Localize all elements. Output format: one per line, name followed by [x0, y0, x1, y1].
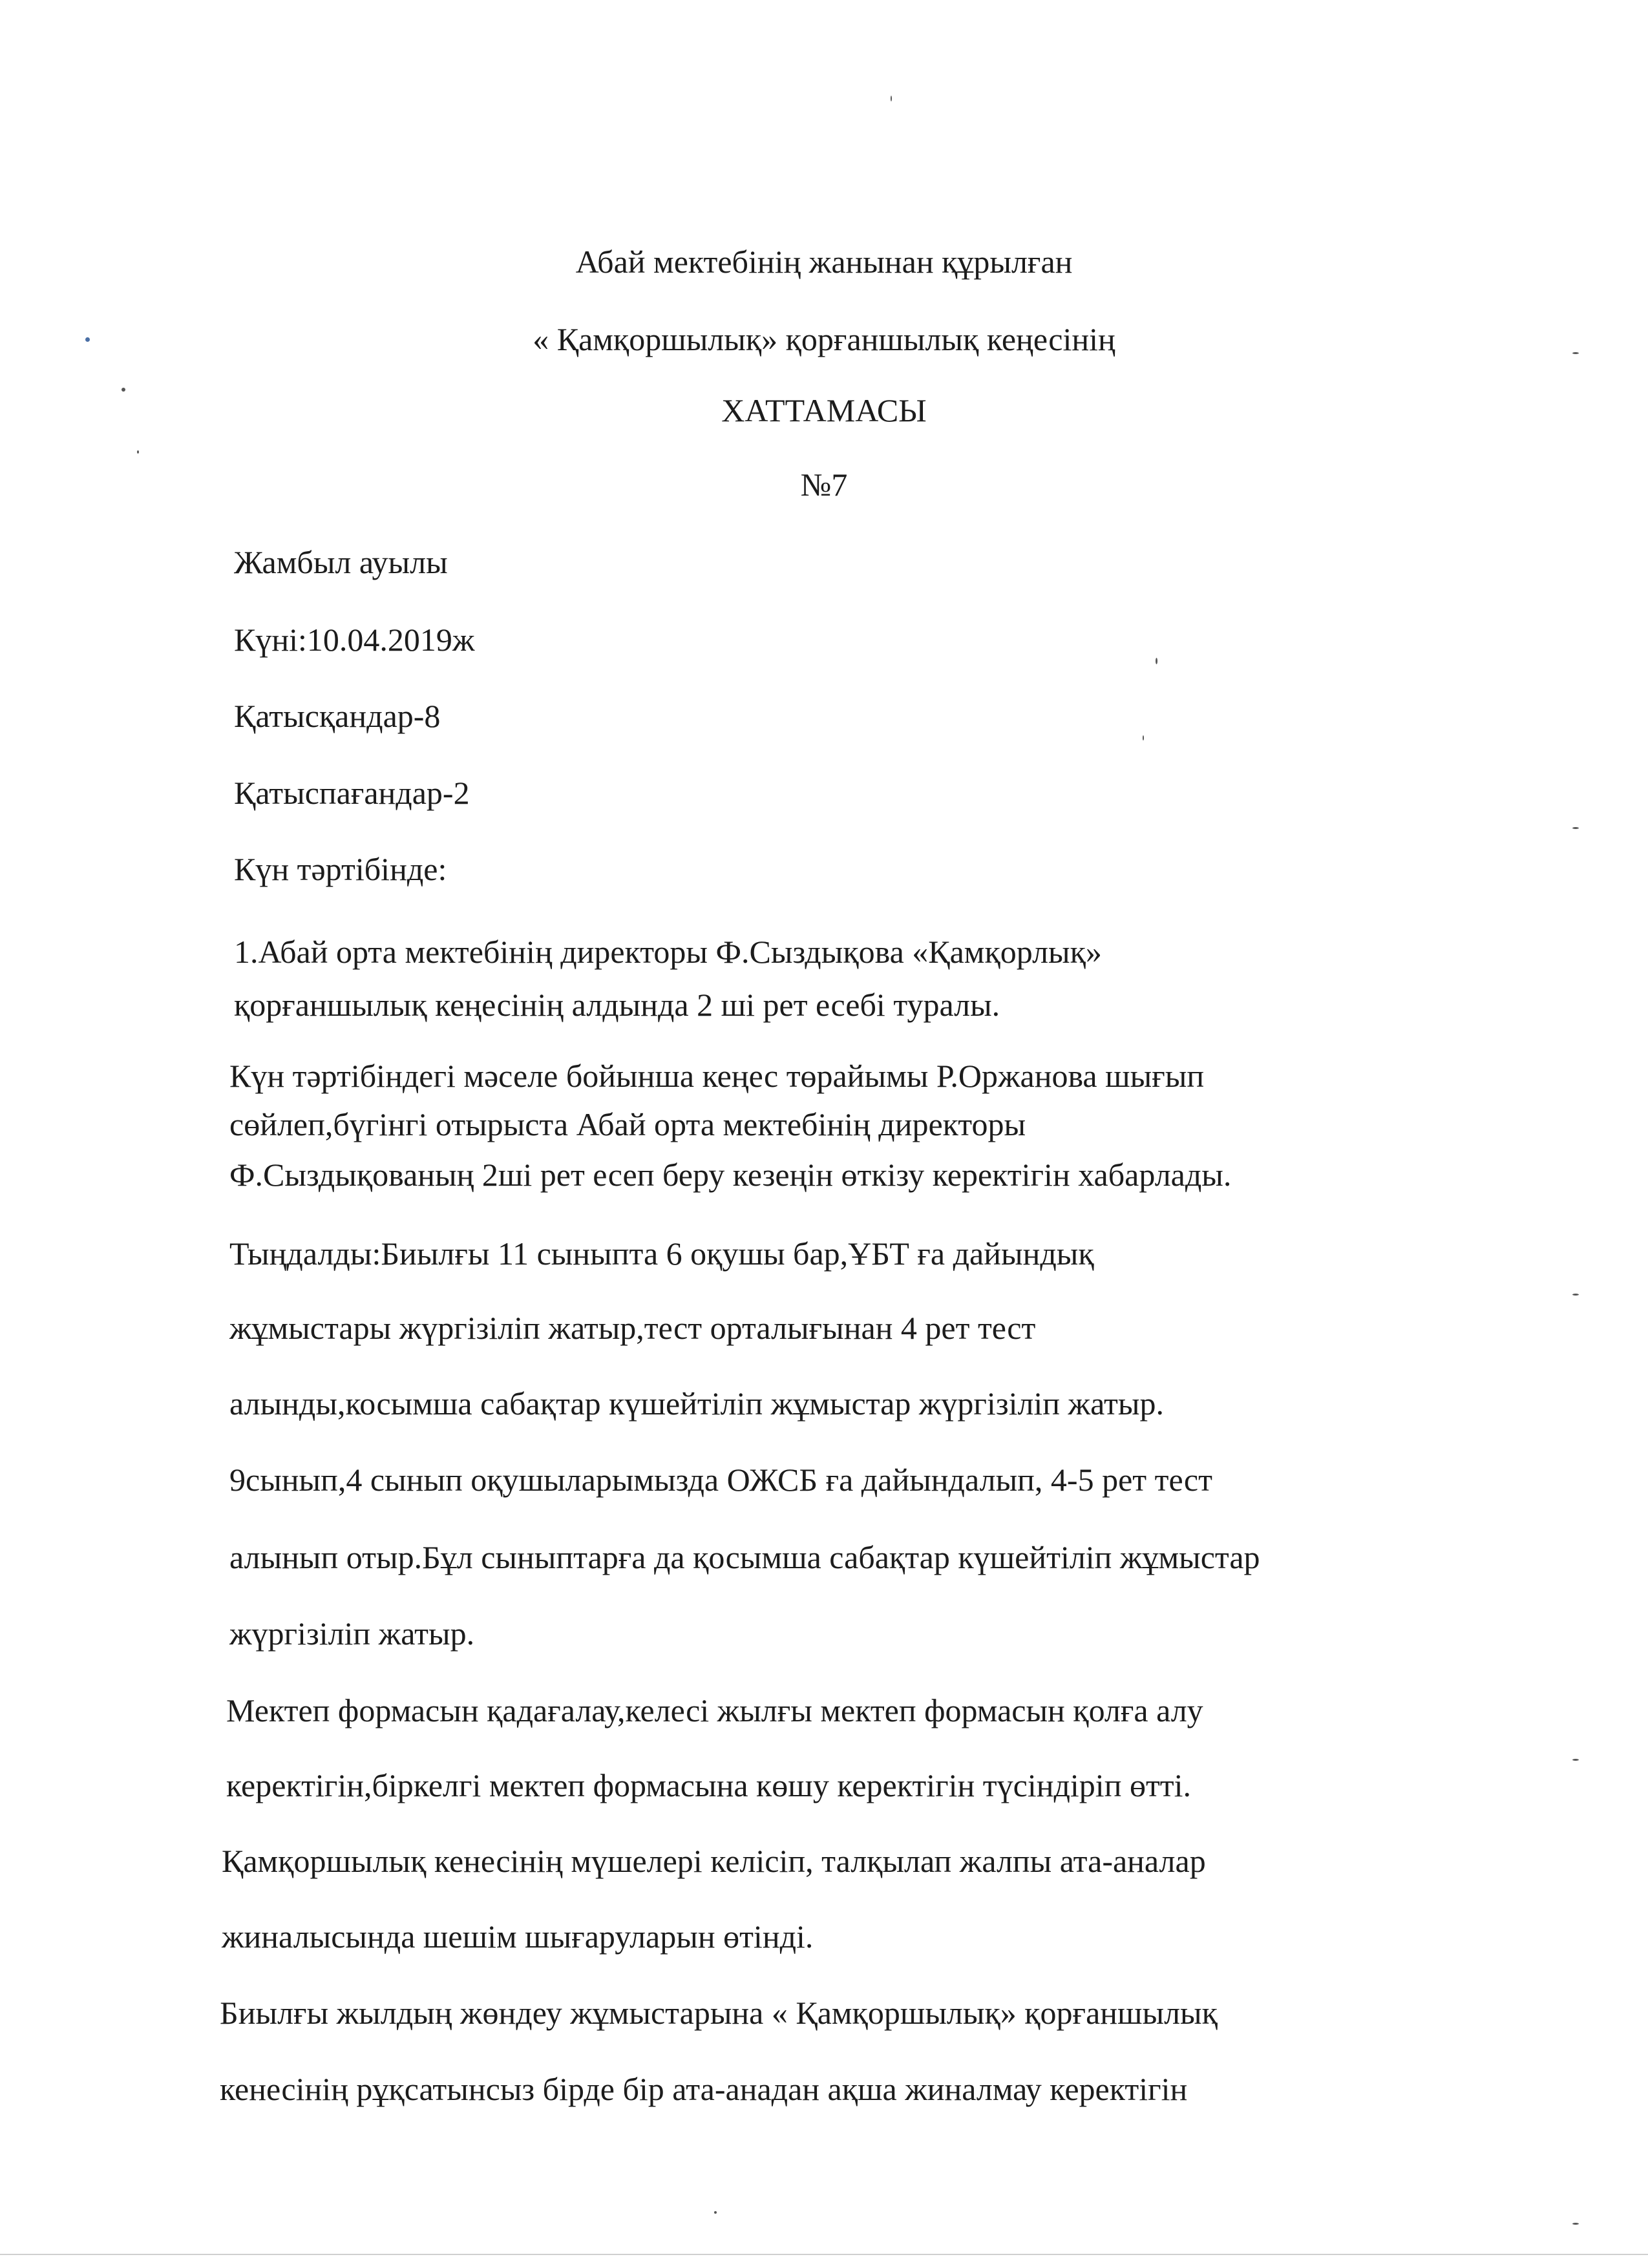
scan-speck	[1572, 827, 1579, 829]
scan-speck	[714, 2211, 717, 2214]
absent-count-line: Қатыспағандар-2	[234, 775, 470, 811]
intro-line: Күн тәртібіндегі мәселе бойынша кеңес төрайымы Р.Оржанова шығып	[229, 1058, 1205, 1094]
scan-speck	[1572, 1759, 1579, 1761]
date-line: Күні:10.04.2019ж	[234, 622, 475, 658]
heard-line: Тыңдалды:Биылғы 11 сыныпта 6 оқушы бар,ҰБТ ға дайындық	[229, 1235, 1094, 1272]
scan-speck	[1572, 1294, 1579, 1296]
repairs-line: кенесінің рұқсатынсыз бірде бір ата-анадан ақша жиналмау керектігін	[220, 2071, 1188, 2107]
place-line: Жамбыл ауылы	[234, 544, 448, 580]
uniform-line: Мектеп формасын қадағалау,келесі жылғы мектеп формасын қолға алу	[226, 1692, 1203, 1728]
agenda-item-line: қорғаншылық кеңесінің алдында 2 ші рет есебі туралы.	[234, 987, 1000, 1023]
agenda-item-line: 1.Абай орта мектебінің директоры Ф.Сыздықова «Қамқорлық»	[234, 934, 1102, 970]
heard-line: жүргізіліп жатыр.	[229, 1615, 475, 1652]
uniform-line: жиналысында шешім шығаруларын өтінді.	[222, 1918, 814, 1955]
scan-speck	[891, 96, 892, 101]
heard-line: жұмыстары жүргізіліп жатыр,тест орталығынан 4 рет тест	[229, 1310, 1036, 1346]
scan-speck	[1143, 735, 1144, 740]
document-title: ХАТТАМАСЫ	[721, 392, 927, 428]
header-line-2: « Қамқоршылық» қорғаншылық кеңесінің	[533, 321, 1115, 357]
header-line-1: Абай мектебінің жанынан құрылған	[575, 244, 1073, 280]
heard-line: 9сынып,4 сынып оқушыларымызда ОЖСБ ға дайындалып, 4-5 рет тест	[229, 1462, 1212, 1498]
scan-speck	[1156, 658, 1157, 664]
repairs-line: Биылғы жылдың жөндеу жұмыстарына « Қамқоршылық» қорғаншылық	[220, 1995, 1218, 2031]
heard-line: алынып отыр.Бұл сыныптарға да қосымша сабақтар күшейтіліп жұмыстар	[229, 1539, 1260, 1575]
intro-line: Ф.Сыздықованың 2ші рет есеп беру кезеңін өткізу керектігін хабарлады.	[229, 1157, 1232, 1193]
present-count-line: Қатысқандар-8	[234, 698, 441, 734]
scan-bottom-edge	[0, 2254, 1648, 2255]
uniform-line: Қамқоршылық кенесінің мүшелері келісіп, талқылап жалпы ата-аналар	[222, 1843, 1206, 1879]
agenda-heading: Күн тәртібінде:	[234, 851, 447, 887]
heard-line: алынды,косымша сабақтар күшейтіліп жұмыстар жүргізіліп жатыр.	[229, 1385, 1164, 1422]
scan-speck	[1572, 2223, 1579, 2225]
uniform-line: керектігін,біркелгі мектеп формасына көшу керектігін түсіндіріп өтті.	[226, 1767, 1192, 1803]
scan-speck	[85, 337, 90, 342]
protocol-number: №7	[800, 467, 848, 503]
scan-speck	[1572, 352, 1579, 354]
scan-speck	[121, 388, 125, 392]
scan-speck	[137, 450, 139, 454]
intro-line: сөйлеп,бүгінгі отырыста Абай орта мектебінің директоры	[229, 1106, 1026, 1142]
